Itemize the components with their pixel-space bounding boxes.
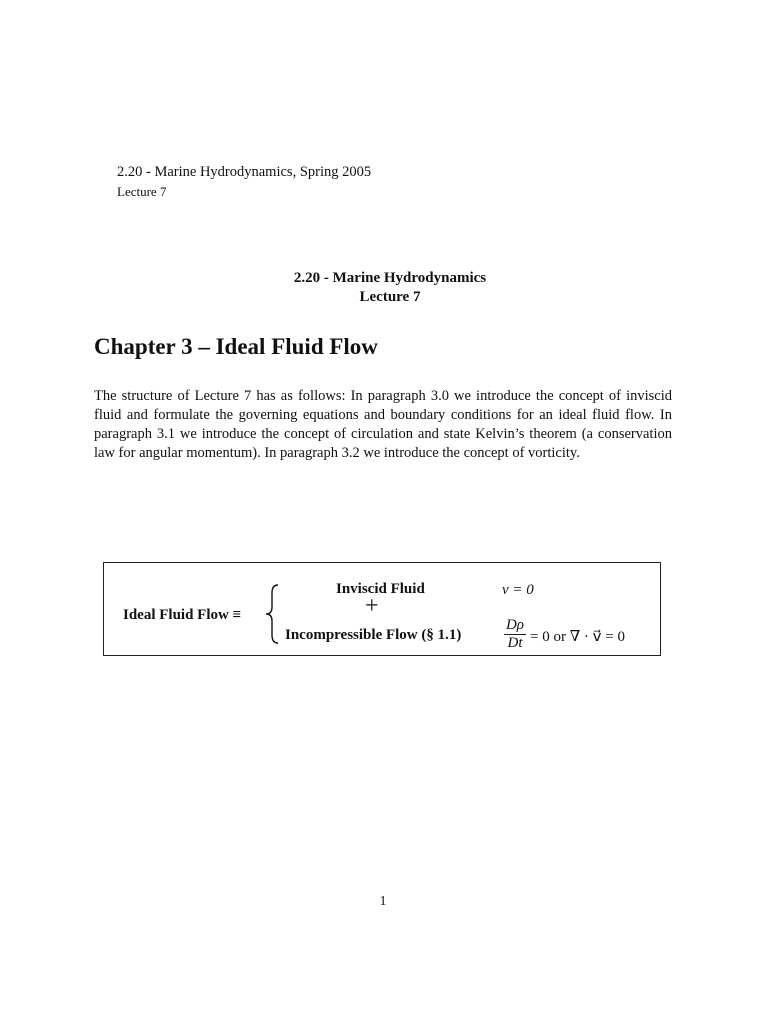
left-brace-icon: [264, 583, 280, 645]
running-header-lecture: Lecture 7: [117, 184, 167, 199]
running-header-course: 2.20 - Marine Hydrodynamics, Spring 2005: [117, 164, 372, 180]
fraction-denominator: Dt: [507, 635, 523, 651]
document-title-lecture: Lecture 7: [359, 289, 421, 305]
incompressibility-equation: = 0 or ∇ · v⃗ = 0: [530, 629, 626, 645]
intro-paragraph: The structure of Lecture 7 has as follows: In paragraph 3.0 we introduce the concept of inviscid fluid and formulate the governing equations and boundary conditions for an ideal fluid flow. In paragraph 3.1 we introduce the concept of circulation and state Kelvin’s theorem (a conservation law for angular momentum). In paragraph 3.2 we introduce the concept of vorticity.: [94, 388, 672, 461]
material-derivative-fraction: [504, 617, 526, 652]
definition-box: [103, 562, 661, 656]
viscosity-equation: ν = 0: [502, 582, 534, 598]
fraction-numerator: Dρ: [505, 617, 525, 633]
inviscid-fluid-label: Inviscid Fluid: [336, 581, 425, 597]
page-number: 1: [379, 894, 387, 909]
incompressible-flow-label: Incompressible Flow (§ 1.1): [285, 627, 462, 643]
document-title-course: 2.20 - Marine Hydrodynamics: [293, 270, 487, 286]
ideal-fluid-flow-label: Ideal Fluid Flow ≡: [123, 607, 242, 623]
plus-sign: +: [365, 593, 379, 619]
chapter-heading: Chapter 3 – Ideal Fluid Flow: [94, 334, 378, 359]
